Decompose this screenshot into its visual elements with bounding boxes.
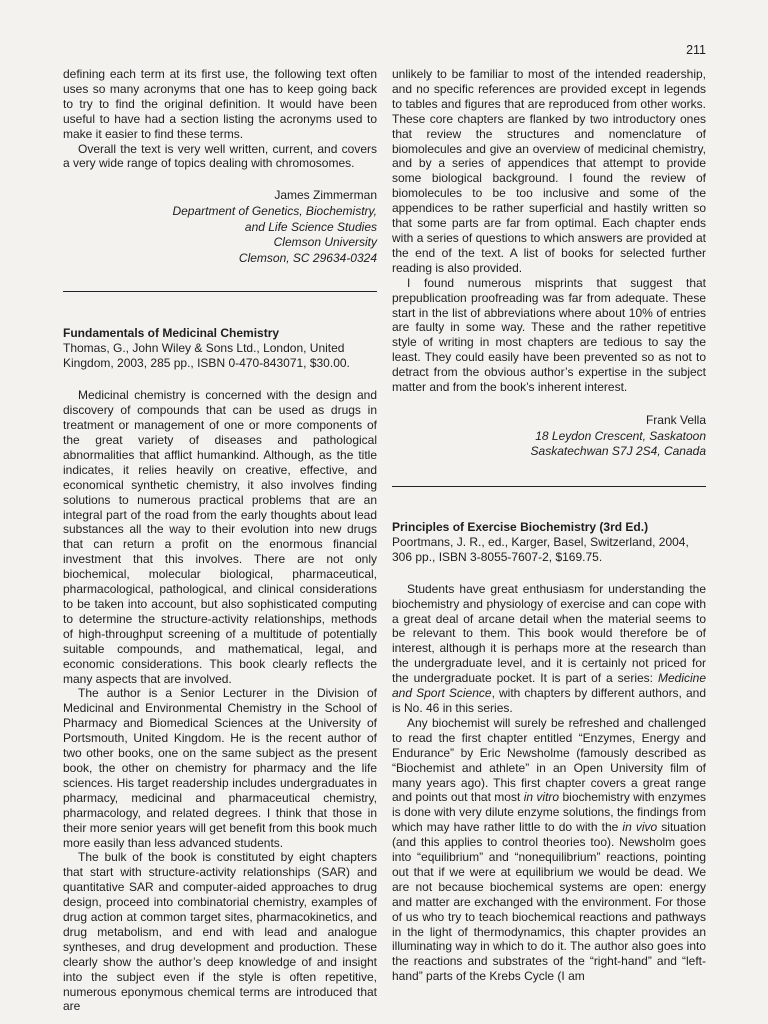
page-number: 211 (686, 43, 706, 57)
right-column (392, 67, 706, 984)
section-divider (392, 486, 706, 487)
text-run: , with chapters by different authors, and is No. 46 in this series. (392, 686, 707, 715)
reviewer-name: James Zimmerman (274, 188, 377, 203)
continued-paragraph: defining each term at its first use, the following text often uses so many acronyms that one has to keep going back to try to find the original definition. It would have been useful to have had a section listing the acronyms used to make it easier to find these terms. (63, 67, 377, 141)
continued-paragraph: unlikely to be familiar to most of the intended readership, and no specific references are provided except in legends to tables and figures that are reproduced from other works. These core chapters are flanked by two introductory ones that review the structures and nomenclature of biomolecules and give an overview of medicinal chemistry, and by a series of appendices that attempt to provide some biological background. I found the review of biomolecules to be too inclusive and some of the appendices to be rather superficial and hastily written so that some parts are far from optimal. Each chapter ends with a series of questions to which answers are provided at the end of the text. A list of books for selected further reading is also provided. (392, 67, 706, 275)
section-divider (63, 291, 377, 292)
review-title: Fundamentals of Medicinal Chemistry (63, 326, 280, 341)
reviewer-affiliation-line: Department of Genetics, Biochemistry, (172, 203, 377, 218)
review-paragraph: I found numerous misprints that suggest that prepublication proofreading was far from adequate. These start in the list of abbreviations where about 10% of entries are faulty in some way. These and the rather repetitive style of writing in most chapters are tedious to say the least. They could easily have been prevented so as not to detract from the obvious author’s expertise in the subject matter and from the book’s inherent interest. (392, 275, 706, 395)
review-citation: Poortmans, J. R., ed., Karger, Basel, Switzerland, 2004, 306 pp., ISBN 3-8055-7607-2, $169.75. (392, 534, 689, 564)
reviewer-address-line: Saskatechwan S7J 2S4, Canada (530, 444, 706, 459)
review-title: Principles of Exercise Biochemistry (3rd Ed.) (392, 519, 649, 534)
reviewer-signature (392, 413, 706, 460)
reviewer-address-line: 18 Leydon Crescent, Saskatoon (535, 428, 706, 443)
reviewer-name: Frank Vella (645, 412, 706, 427)
review-paragraph: Medicinal chemistry is concerned with the design and discovery of compounds that can be used as drugs in treatment or management of one or more components of the great variety of diseases and pathological abnormalities that afflict humankind. Although, as the title indicates, it relies heavily on creative, effective, and economical synthetic chemistry, it also involves finding solutions to numerous practical problems that are an integral part of the road from the early thoughts about lead substances all the way to their evolution into new drugs that can return a profit on the enormous financial investment that this involves. There are not only biochemical, molecular biological, pharmaceutical, pharmacological, pathological, and clinical considerations to be taken into account, but also sophisticated computing to determine the structure-activity relationships, methods of high-throughput screening of a multitude of potentially suitable compounds, and mathematical, legal, and economic considerations. This book clearly reflects the many aspects that are involved. (63, 388, 377, 686)
text-run: Any biochemist will surely be refreshed and challenged to read the first chapter entitled “Enzymes, Energy and Endurance” by Eric Newsholme (famously described as “Biochemist and athlete” in an Open University film of many years ago). This first chapter covers a great range and points out that most (392, 715, 706, 805)
review-citation: Thomas, G., John Wiley & Sons Ltd., London, United Kingdom, 2003, 285 pp., ISBN 0-470-843071, $30.00. (63, 341, 350, 371)
review-paragraph: The author is a Senior Lecturer in the Division of Medicinal and Environmental Chemistry in the School of Pharmacy and Biomedical Sciences at the University of Portsmouth, United Kingdom. He is the recent author of two other books, one on the same subject as the present book, the other on chemistry for pharmacy and the life sciences. His target readership includes undergraduates in pharmacy, medicinal and pharmaceutical chemistry, pharmacology, and related degrees. I think that those in their more senior years will get benefit from this book much more easily than less advanced students. (63, 686, 377, 850)
review-paragraph (392, 716, 706, 984)
text-run: situation (and this applies to control theories too). Newsholm goes into “equilibrium” and “nonequilibrium” reactions, pointing out that if we were at equilibrium we would be dead. We are not because biochemical systems are open: energy and matter are exchanged with the environment. For those of us who try to teach biochemical reactions and pathways in the light of thermodynamics, this chapter provides an illuminating way in which to do it. The author also goes into the reactions and substrates of the “right-hand” and “left-hand” parts of the Krebs Cycle (I am (392, 820, 707, 984)
reviewer-affiliation-line: and Life Science Studies (244, 219, 377, 234)
review-paragraph (392, 582, 706, 716)
reviewer-affiliation-line: Clemson, SC 29634-0324 (238, 250, 377, 265)
reviewer-signature (63, 188, 377, 266)
reviewer-affiliation-line: Clemson University (273, 235, 377, 250)
text-run: Students have great enthusiasm for understanding the biochemistry and physiology of exercise and can cope with a great deal of arcane detail when the material seems to be relevant to them. This book would therefore be of interest, although it is perhaps more at the research than the undergraduate level, and it is certainly not priced for the undergraduate pocket. It is part of a series: (392, 581, 706, 686)
left-column (63, 67, 377, 1014)
review-paragraph: The bulk of the book is constituted by eight chapters that start with structure-activity relationships (SAR) and quantitative SAR and computer-aided approaches to drug design, proceed into combinatorial chemistry, examples of drug action at common target sites, pharmacokinetics, and drug metabolism, and end with lead and analogue syntheses, and drug development and production. These clearly show the author’s deep knowledge of and insight into the subject even if the style is often repetitive, numerous eponymous chemical terms are introduced that are (63, 850, 377, 1014)
series-name: Medicine and Sport Science (392, 671, 706, 701)
closing-paragraph: Overall the text is very well written, current, and covers a very wide range of topics dealing with chromosomes. (63, 141, 377, 171)
italic-term: in vivo (622, 820, 658, 835)
text-run: biochemistry with enzymes is done with very dilute enzyme solutions, the findings from which may have rather little to do with the (392, 790, 706, 835)
italic-term: in vitro (523, 790, 560, 805)
